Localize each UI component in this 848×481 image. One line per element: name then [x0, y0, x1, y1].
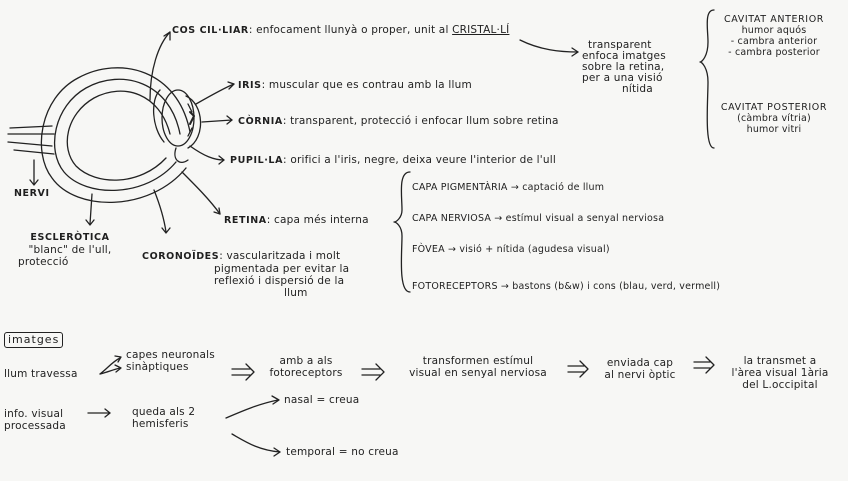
cornia-label: CÒRNIA: [238, 116, 283, 127]
imatges-title: imatges: [4, 332, 63, 348]
retina-layer-3: FÒVEA → visió + nítida (agudesa visual): [412, 244, 610, 255]
retina-label: RETINA: [224, 215, 267, 226]
row2-nasal: nasal = creua: [284, 394, 360, 406]
iris-desc: : muscular que es contrau amb la llum: [261, 79, 472, 91]
retina-layer-1: CAPA PIGMENTÀRIA → captació de llum: [412, 182, 605, 193]
retina-desc: : capa més interna: [266, 214, 369, 226]
ciliar-label: COS CIL·LIAR: [172, 25, 249, 36]
esclerotica-label: ESCLERÒTICA: [30, 232, 110, 243]
cristalli-link: CRISTAL·LÍ: [452, 24, 510, 36]
retina-label-row: [224, 214, 369, 227]
row1-start: llum travessa: [4, 368, 78, 380]
row2-start: info. visual processada: [4, 408, 66, 432]
nervi-label: NERVI: [14, 188, 50, 199]
ciliar-label-row: [172, 24, 509, 37]
pupila-label-row: [230, 154, 556, 167]
cornia-desc: : transparent, protecció i enfocar llum sobre retina: [282, 115, 559, 127]
row1-branch: capes neuronals sinàptiques: [126, 349, 215, 373]
pupila-desc: : orifici a l'iris, negre, deixa veure l'interior de l'ull: [283, 154, 556, 166]
row1-step-2: transformen estímul visual en senyal nerviosa: [409, 355, 547, 379]
coroides-label: CORONOÏDES: [142, 251, 220, 262]
iris-label-row: [238, 79, 472, 92]
pupila-label: PUPIL·LA: [230, 155, 284, 166]
iris-label: IRIS: [238, 80, 262, 91]
cavitat-posterior: CAVITAT POSTERIOR (càmbra vítria) humor vitri: [720, 102, 828, 135]
retina-layer-4: FOTORECEPTORS → bastons (b&w) i cons (blau, verd, vermell): [412, 281, 721, 292]
row1-step-4: la transmet a l'àrea visual 1ària del L.occipital: [731, 355, 829, 391]
row1-step-3: enviada cap al nervi òptic: [604, 357, 676, 381]
cavitat-anterior: CAVITAT ANTERIOR humor aquós - cambra anterior - cambra posterior: [724, 14, 824, 58]
coroides-block: CORONOÏDES: vascularitzada i molt pigmentada per evitar la reflexió i dispersió de la llum: [142, 250, 350, 299]
row2-temporal: temporal = no creua: [286, 446, 399, 458]
retina-layer-2: CAPA NERVIOSA → estímul visual a senyal nerviosa: [412, 213, 665, 224]
cristalli-desc: transparent enfoca imatges sobre la retina, per a una visió nítida: [582, 39, 666, 95]
row2-mid: queda als 2 hemisferis: [132, 406, 196, 430]
cornia-label-row: [238, 115, 559, 128]
esclerotica-block: ESCLERÒTICA "blanc" de l'ull, protecció: [10, 232, 130, 268]
row1-step-1: amb a als fotoreceptors: [269, 355, 343, 379]
ciliar-desc: : enfocament llunyà o proper, unit al: [248, 24, 453, 36]
